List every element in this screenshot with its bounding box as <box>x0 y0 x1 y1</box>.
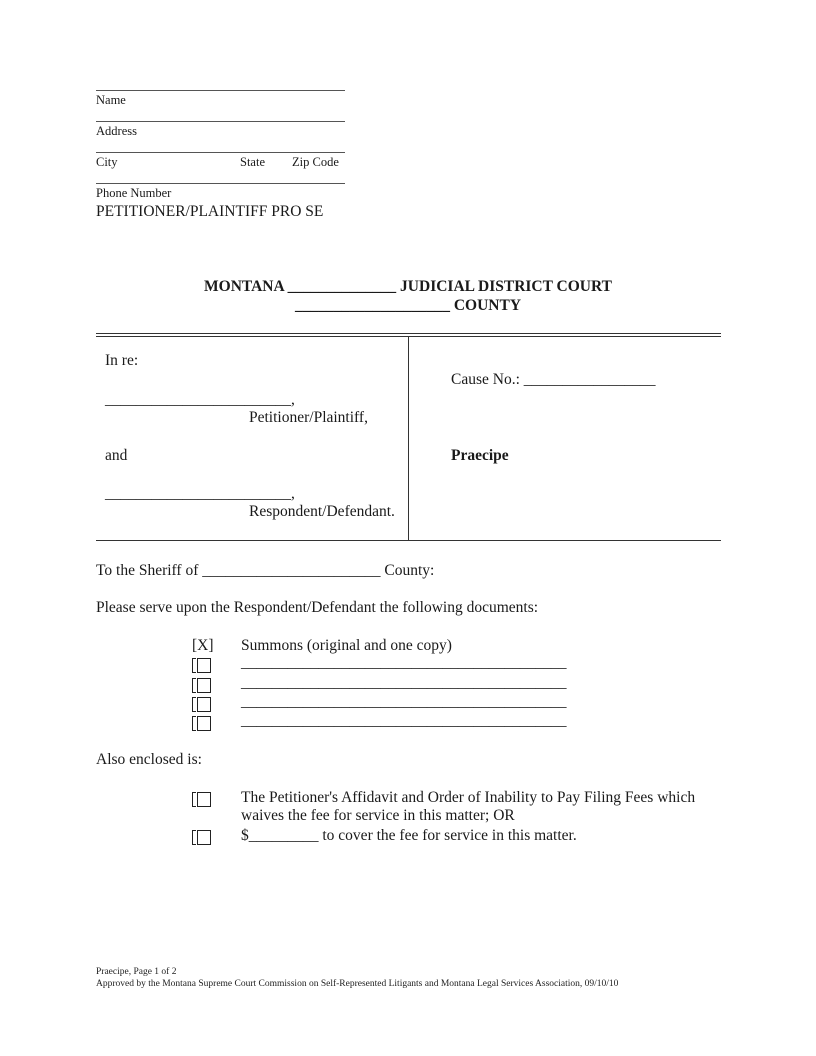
fee-payment-text[interactable]: $_________ to cover the fee for service in this matter. <box>241 827 577 844</box>
fee-waiver-text-line1: The Petitioner's Affidavit and Order of Inability to Pay Filing Fees which <box>241 789 696 806</box>
name-line[interactable] <box>96 90 345 91</box>
document-item-blank[interactable]: __________________________________________ <box>241 712 567 729</box>
caption-bottom-rule <box>96 540 721 541</box>
city-label: City <box>96 155 118 169</box>
checkbox-fee-payment[interactable] <box>197 830 211 845</box>
footer-approval: Approved by the Montana Supreme Court Commission on Self-Represented Litigants and Montana Legal Services Association, 09/10/10 <box>96 979 619 989</box>
respondent-name-blank[interactable]: ________________________, <box>105 485 295 502</box>
sheriff-line: To the Sheriff of _______________________ County: <box>96 562 435 579</box>
checkbox-document-4[interactable] <box>197 716 211 731</box>
cause-number[interactable]: Cause No.: _________________ <box>451 371 656 388</box>
city-state-zip-line[interactable] <box>96 152 345 153</box>
bracket-glyph <box>192 658 196 673</box>
and-label: and <box>105 447 128 464</box>
name-label: Name <box>96 93 126 107</box>
respondent-label: Respondent/Defendant. <box>249 503 395 520</box>
bracket-glyph <box>192 678 196 693</box>
checkbox-fee-waiver[interactable] <box>197 792 211 807</box>
bracket-glyph <box>192 697 196 712</box>
fee-waiver-text-line2: waives the fee for service in this matter; OR <box>241 807 515 824</box>
checkbox-document-3[interactable] <box>197 697 211 712</box>
document-item-blank[interactable]: __________________________________________ <box>241 693 567 710</box>
checkbox-document-2[interactable] <box>197 678 211 693</box>
bracket-glyph <box>192 830 196 845</box>
petitioner-name-blank[interactable]: ________________________, <box>105 391 295 408</box>
address-line[interactable] <box>96 121 345 122</box>
serve-instruction: Please serve upon the Respondent/Defendant the following documents: <box>96 599 539 616</box>
checkbox-document-1[interactable] <box>197 658 211 673</box>
also-enclosed-label: Also enclosed is: <box>96 751 202 768</box>
party-status: PETITIONER/PLAINTIFF PRO SE <box>96 203 324 220</box>
court-heading-line2: ____________________ COUNTY <box>294 297 522 314</box>
document-title: Praecipe <box>451 447 509 464</box>
bracket-glyph <box>192 716 196 731</box>
footer-page-number: Praecipe, Page 1 of 2 <box>96 967 177 977</box>
document-item-blank[interactable]: __________________________________________ <box>241 654 567 671</box>
zip-label: Zip Code <box>292 155 339 169</box>
phone-line[interactable] <box>96 183 345 184</box>
in-re-label: In re: <box>105 352 139 369</box>
phone-label: Phone Number <box>96 186 172 200</box>
bracket-glyph <box>192 792 196 807</box>
caption-top-rule-1 <box>96 333 721 334</box>
checked-mark[interactable]: [X] <box>192 637 214 654</box>
document-item-summons: Summons (original and one copy) <box>241 637 452 654</box>
address-label: Address <box>96 124 137 138</box>
state-label: State <box>240 155 265 169</box>
caption-divider <box>408 336 409 541</box>
document-item-blank[interactable]: __________________________________________ <box>241 674 567 691</box>
court-heading-line1: MONTANA ______________ JUDICIAL DISTRICT COURT <box>204 278 612 295</box>
petitioner-label: Petitioner/Plaintiff, <box>249 409 368 426</box>
